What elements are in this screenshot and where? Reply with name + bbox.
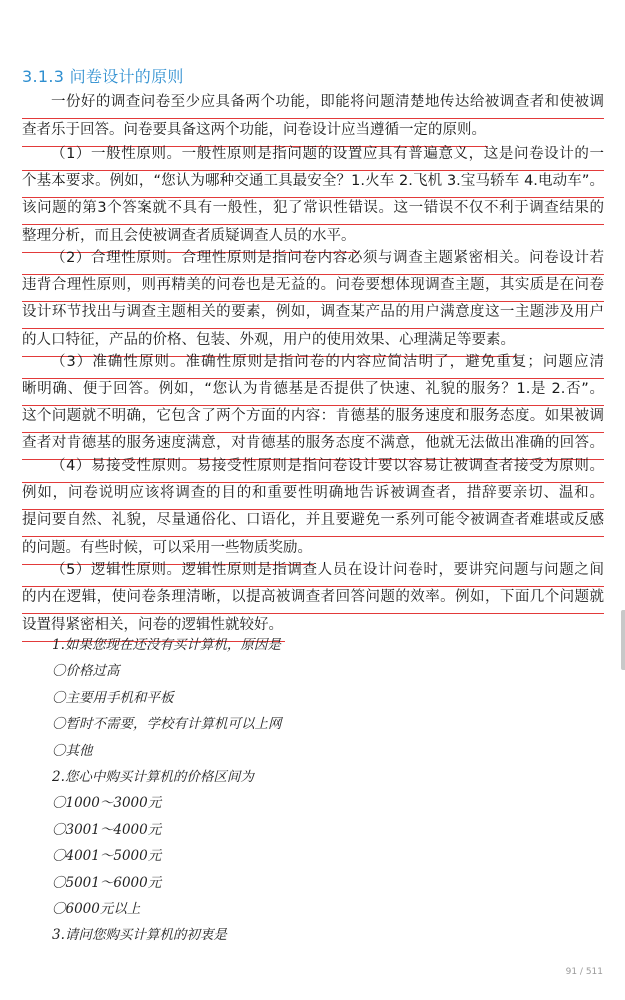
text-line: 该问题的第3个答案就不具有一般性，犯了常识性错误。这一错误不仅不利于调查结果的 <box>22 198 604 225</box>
paragraph-intro <box>22 92 604 147</box>
option-radio: 〇暂时不需要，学校有计算机可以上网 <box>52 716 282 733</box>
text-line: 设计环节找出与调查主题相关的要素，例如，调查某产品的用户满意度这一主题涉及用户 <box>22 302 604 329</box>
paragraph-general-principle <box>22 144 604 253</box>
option-radio: 〇6000元以上 <box>52 900 141 917</box>
option-radio: 〇5001～6000元 <box>52 874 162 891</box>
text-line: 的问题。有些时候，可以采用一些物质奖励。 <box>22 538 314 565</box>
text-line: 例如，问卷说明应该将调查的目的和重要性明确地告诉被调查者，措辞要亲切、温和。 <box>22 483 604 510</box>
text-line: 整理分析，而且会使被调查者质疑调查人员的水平。 <box>22 226 358 253</box>
option-radio: 〇3001～4000元 <box>52 821 162 838</box>
text-line: （5）逻辑性原则。逻辑性原则是指调查人员在设计问卷时，要讲究问题与问题之间 <box>22 560 604 587</box>
text-line: （4）易接受性原则。易接受性原则是指问卷设计要以容易让被调查者接受为原则。 <box>22 456 604 483</box>
text-line: 查者对肯德基的服务速度满意，对肯德基的服务态度不满意，他就无法做出准确的回答。 <box>22 433 604 460</box>
scroll-edge-handle[interactable] <box>621 610 625 670</box>
paragraph-rationality-principle <box>22 248 604 357</box>
text-line: 这个问题就不明确，它包含了两个方面的内容：肯德基的服务速度和服务态度。如果被调 <box>22 406 604 433</box>
text-line: （2）合理性原则。合理性原则是指问卷内容必须与调查主题紧密相关。问卷设计若 <box>22 248 604 275</box>
option-radio: 〇主要用手机和平板 <box>52 689 174 706</box>
text-line: 一份好的调查问卷至少应具备两个功能，即能将问题清楚地传达给被调查者和使被调 <box>22 92 604 119</box>
section-heading: 3.1.3 问卷设计的原则 <box>22 67 184 86</box>
paragraph-acceptability-principle <box>22 456 604 565</box>
text-line: 的人口特征，产品的价格、包装、外观，用户的使用效果、心理满足等要素。 <box>22 330 517 357</box>
question-3: 3.请问您购买计算机的初衷是 <box>52 927 227 944</box>
questionnaire-example <box>52 632 282 949</box>
option-radio: 〇4001～5000元 <box>52 848 162 865</box>
text-line: 晰明确、便于回答。例如，“您认为肯德基是否提供了快速、礼貌的服务？1.是 2.否”。 <box>22 379 604 406</box>
text-line: 个基本要求。例如，“您认为哪种交通工具最安全？1.火车 2.飞机 3.宝马轿车 4.电动车”。 <box>22 171 604 198</box>
text-line: 违背合理性原则，则再精美的问卷也是无益的。问卷要想体现调查主题，其实质是在问卷 <box>22 275 604 302</box>
page-number: 91 / 511 <box>565 967 603 977</box>
text-line: 的内在逻辑，使问卷条理清晰，以提高被调查者回答问题的效率。例如，下面几个问题就 <box>22 587 604 614</box>
question-2: 2.您心中购买计算机的价格区间为 <box>52 768 254 785</box>
text-line: （3）准确性原则。准确性原则是指问卷的内容应简洁明了，避免重复；问题应清 <box>22 352 604 379</box>
text-line: 提问要自然、礼貌，尽量通俗化、口语化，并且要避免一系列可能令被调查者难堪或反感 <box>22 510 604 537</box>
paragraph-logic-principle <box>22 560 604 642</box>
option-radio: 〇其他 <box>52 742 93 759</box>
text-line: （1）一般性原则。一般性原则是指问题的设置应具有普遍意义，这是问卷设计的一 <box>22 144 604 171</box>
text-line: 查者乐于回答。问卷要具备这两个功能，问卷设计应当遵循一定的原则。 <box>22 120 488 147</box>
option-radio: 〇1000～3000元 <box>52 795 162 812</box>
paragraph-accuracy-principle <box>22 352 604 460</box>
text-line: 设置得紧密相关，问卷的逻辑性就较好。 <box>22 615 285 642</box>
question-1: 1.如果您现在还没有买计算机，原因是 <box>52 637 281 653</box>
option-radio: 〇价格过高 <box>52 663 120 680</box>
